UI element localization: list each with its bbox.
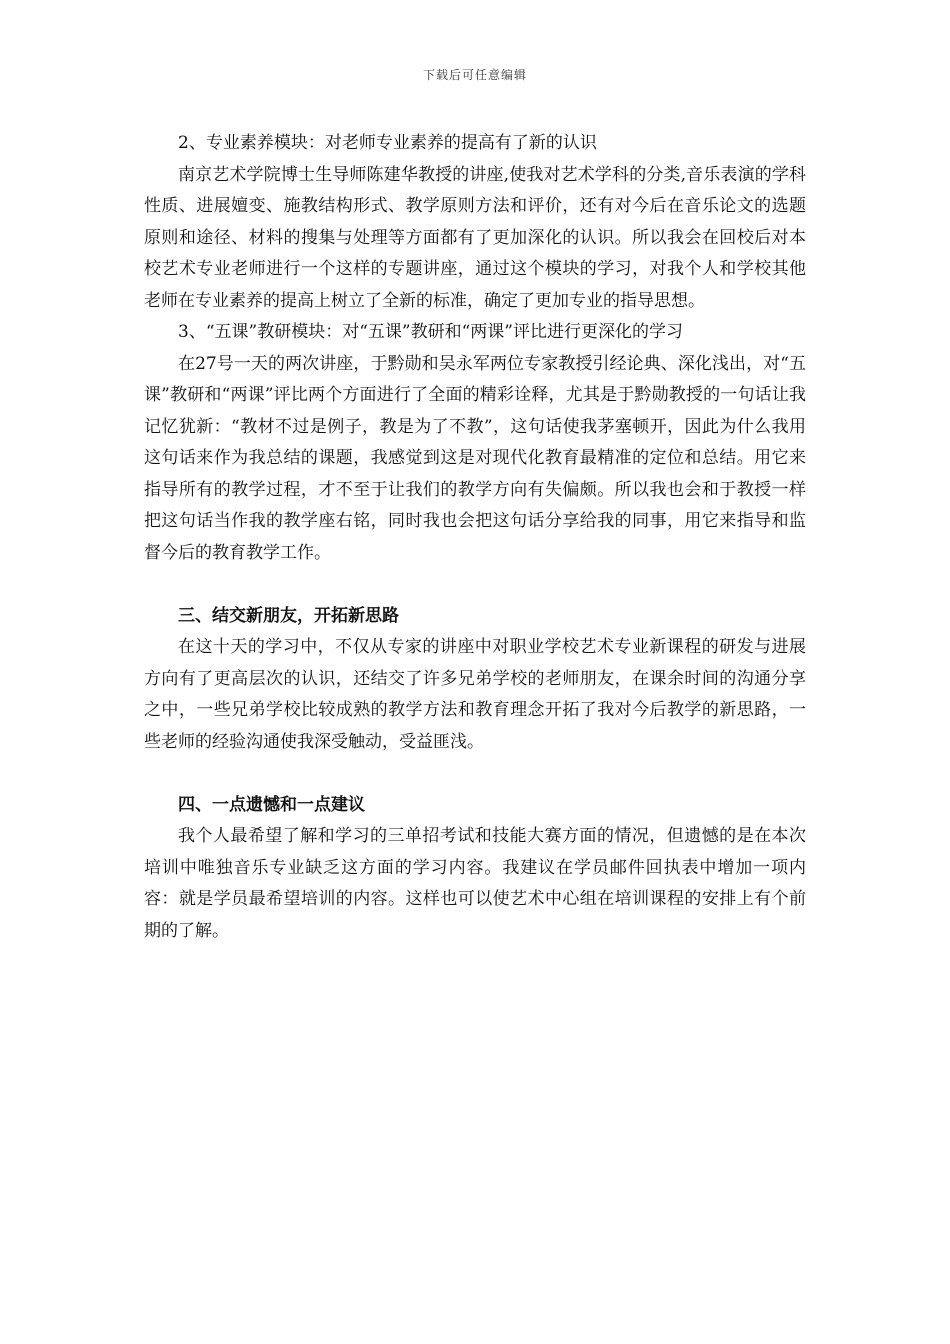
part4-heading: 四、一点遗憾和一点建议 bbox=[178, 794, 365, 815]
section-spacer bbox=[144, 758, 806, 790]
module3-title: 3、“五课”教研模块：对“五课”教研和“两课”评比进行更深化的学习 bbox=[178, 322, 683, 342]
module3-paragraph: 在27号一天的两次讲座，于黔勋和吴永军两位专家教授引经论典、深化浅出，对“五课”教研和“两课”评比两个方面进行了全面的精彩诠释，尤其是于黔勋教授的一句话让我记忆犹新：“教材不过是例子，教是为了不教”，这句话使我茅塞顿开，因此为什么我用这句话来作为我总结的课题，我感觉到这是对现代化教育最精准的定位和总结。用它来指导所有的教学过程，才不至于让我们的教学方向有失偏颇。所以我也会和于教授一样把这句话当作我的教学座右铭，同时我也会把这句话分享给我的同事，用它来指导和监督今后的教育教学工作。 bbox=[144, 353, 806, 563]
part3-heading: 三、结交新朋友，开拓新思路 bbox=[178, 605, 399, 626]
section-spacer bbox=[144, 569, 806, 601]
page-header: 下载后可任意编辑 bbox=[422, 68, 527, 82]
module2-paragraph: 南京艺术学院博士生导师陈建华教授的讲座,使我对艺术学科的分类,音乐表演的学科性质、进展嬗变、施教结构形式、教学原则方法和评价，还有对今后在音乐论文的选题原则和途径、材料的搜集与处理等方面都有了更加深化的认识。所以我会在回校后对本校艺术专业老师进行一个这样的专题讲座，通过这个模块的学习，对我个人和学校其他老师在专业素养的提高上树立了全新的标准，确定了更加专业的指导思想。 bbox=[144, 164, 806, 311]
part3-paragraph: 在这十天的学习中，不仅从专家的讲座中对职业学校艺术专业新课程的研发与进展方向有了更高层次的认识，还结交了许多兄弟学校的老师朋友，在课余时间的沟通分享之中，一些兄弟学校比较成熟的教学方法和教育理念开拓了我对今后教学的新思路，一些老师的经验沟通使我深受触动，受益匪浅。 bbox=[144, 637, 806, 752]
module2-title: 2、专业素养模块：对老师专业素养的提高有了新的认识 bbox=[178, 133, 597, 153]
document-body bbox=[144, 128, 806, 947]
part4-paragraph: 我个人最希望了解和学习的三单招考试和技能大赛方面的情况，但遗憾的是在本次培训中唯独音乐专业缺乏这方面的学习内容。我建议在学员邮件回执表中增加一项内容：就是学员最希望培训的内容。这样也可以使艺术中心组在培训课程的安排上有个前期的了解。 bbox=[144, 826, 806, 941]
